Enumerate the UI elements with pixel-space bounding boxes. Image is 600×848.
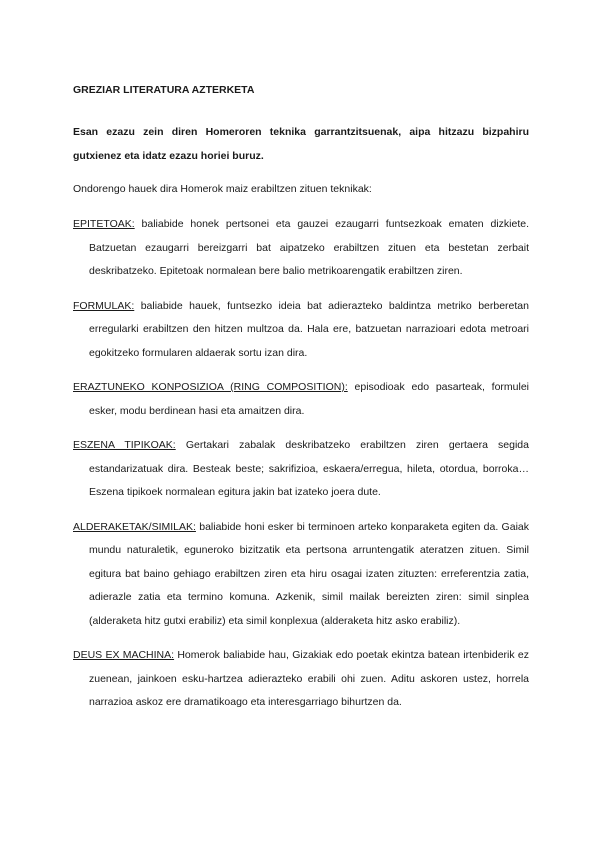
technique-term: EPITETOAK: [73,218,135,230]
technique-text: baliabide honi esker bi terminoen arteko konparaketa egiten da. Gaiak mundu naturaletik, eguneroko bizitzatik eta pertsona arruntengatik ateratzen zituen. Simil egitura bat baino gehiago erabiltzen ziren eta hiru osagai izaten zituzten: erreferentzia zatia, adierazle zatia eta termino komuna. Azkenik, simil mailak bereizten ziren: simil sinplea (alderaketa hitz gutxi erabiliz) eta simil konplexua (alderaketa hitz asko erabiliz). [89,520,529,627]
technique-ring-composition [73,376,529,423]
technique-alderaketak-similak [73,516,529,634]
technique-eszena-tipikoak [73,434,529,505]
intro-paragraph: Ondorengo hauek dira Homerok maiz erabiltzen zituen teknikak: [73,183,372,195]
technique-term: FORMULAK: [73,299,135,312]
technique-epitetoak [73,213,529,284]
technique-term: ALDERAKETAK/SIMILAK: [73,520,196,533]
technique-term: ERAZTUNEKO KONPOSIZIOA (RING COMPOSITION): [73,381,348,393]
exam-question: Esan ezazu zein diren Homeroren teknika garrantzitsuenak, aipa hitzazu bizpahiru gutxienez eta idatz ezazu horiei buruz. [73,126,529,162]
technique-text: baliabide hauek, funtsezko ideia bat adierazteko baldintza metriko berberetan erregularki erabiltzen den hitzen multzoa da. Hala ere, batzuetan narrazioari edota metroari egokitzeko formularen aldaerak sortu izan dira. [89,299,529,359]
technique-text: episodioak edo pasarteak, formulei esker, modu berdinean hasi eta amaitzen dira. [89,381,529,417]
technique-formulak [73,295,529,366]
document-page [73,84,529,726]
technique-term: ESZENA TIPIKOAK: [73,439,176,451]
technique-term: DEUS EX MACHINA: [73,649,175,661]
document-title: GREZIAR LITERATURA AZTERKETA [73,84,255,96]
technique-text: Gertakari zabalak deskribatzeko erabiltzen ziren gertaera segida estandarizatuak dira. Besteak beste; sakrifizioa, eskaera/erregua, hileta, otordua, borroka… Eszena tipikoek normalean egitura jakin bat izateko joera dute. [89,439,529,498]
technique-text: baliabide honek pertsonei eta gauzei ezaugarri funtsezkoak ematen dizkiete. Batzuetan ezaugarri bereizgarri bat aipatzeko erabiltzen zituen eta bestetan zerbait deskribatzeko. Epitetoak normalean bere balio metrikoarengatik erabiltzen ziren. [89,218,529,277]
technique-text: Homerok baliabide hau, Gizakiak edo poetak ekintza batean irtenbiderik ez zuenean, jainkoen esku-hartzea adierazteko erabili ohi zuen. Aditu askoren ustez, horrela narrazioa askoz ere dramatikoago eta interesgarriago bihurtzen da. [89,649,529,708]
technique-deus-ex-machina [73,644,529,715]
